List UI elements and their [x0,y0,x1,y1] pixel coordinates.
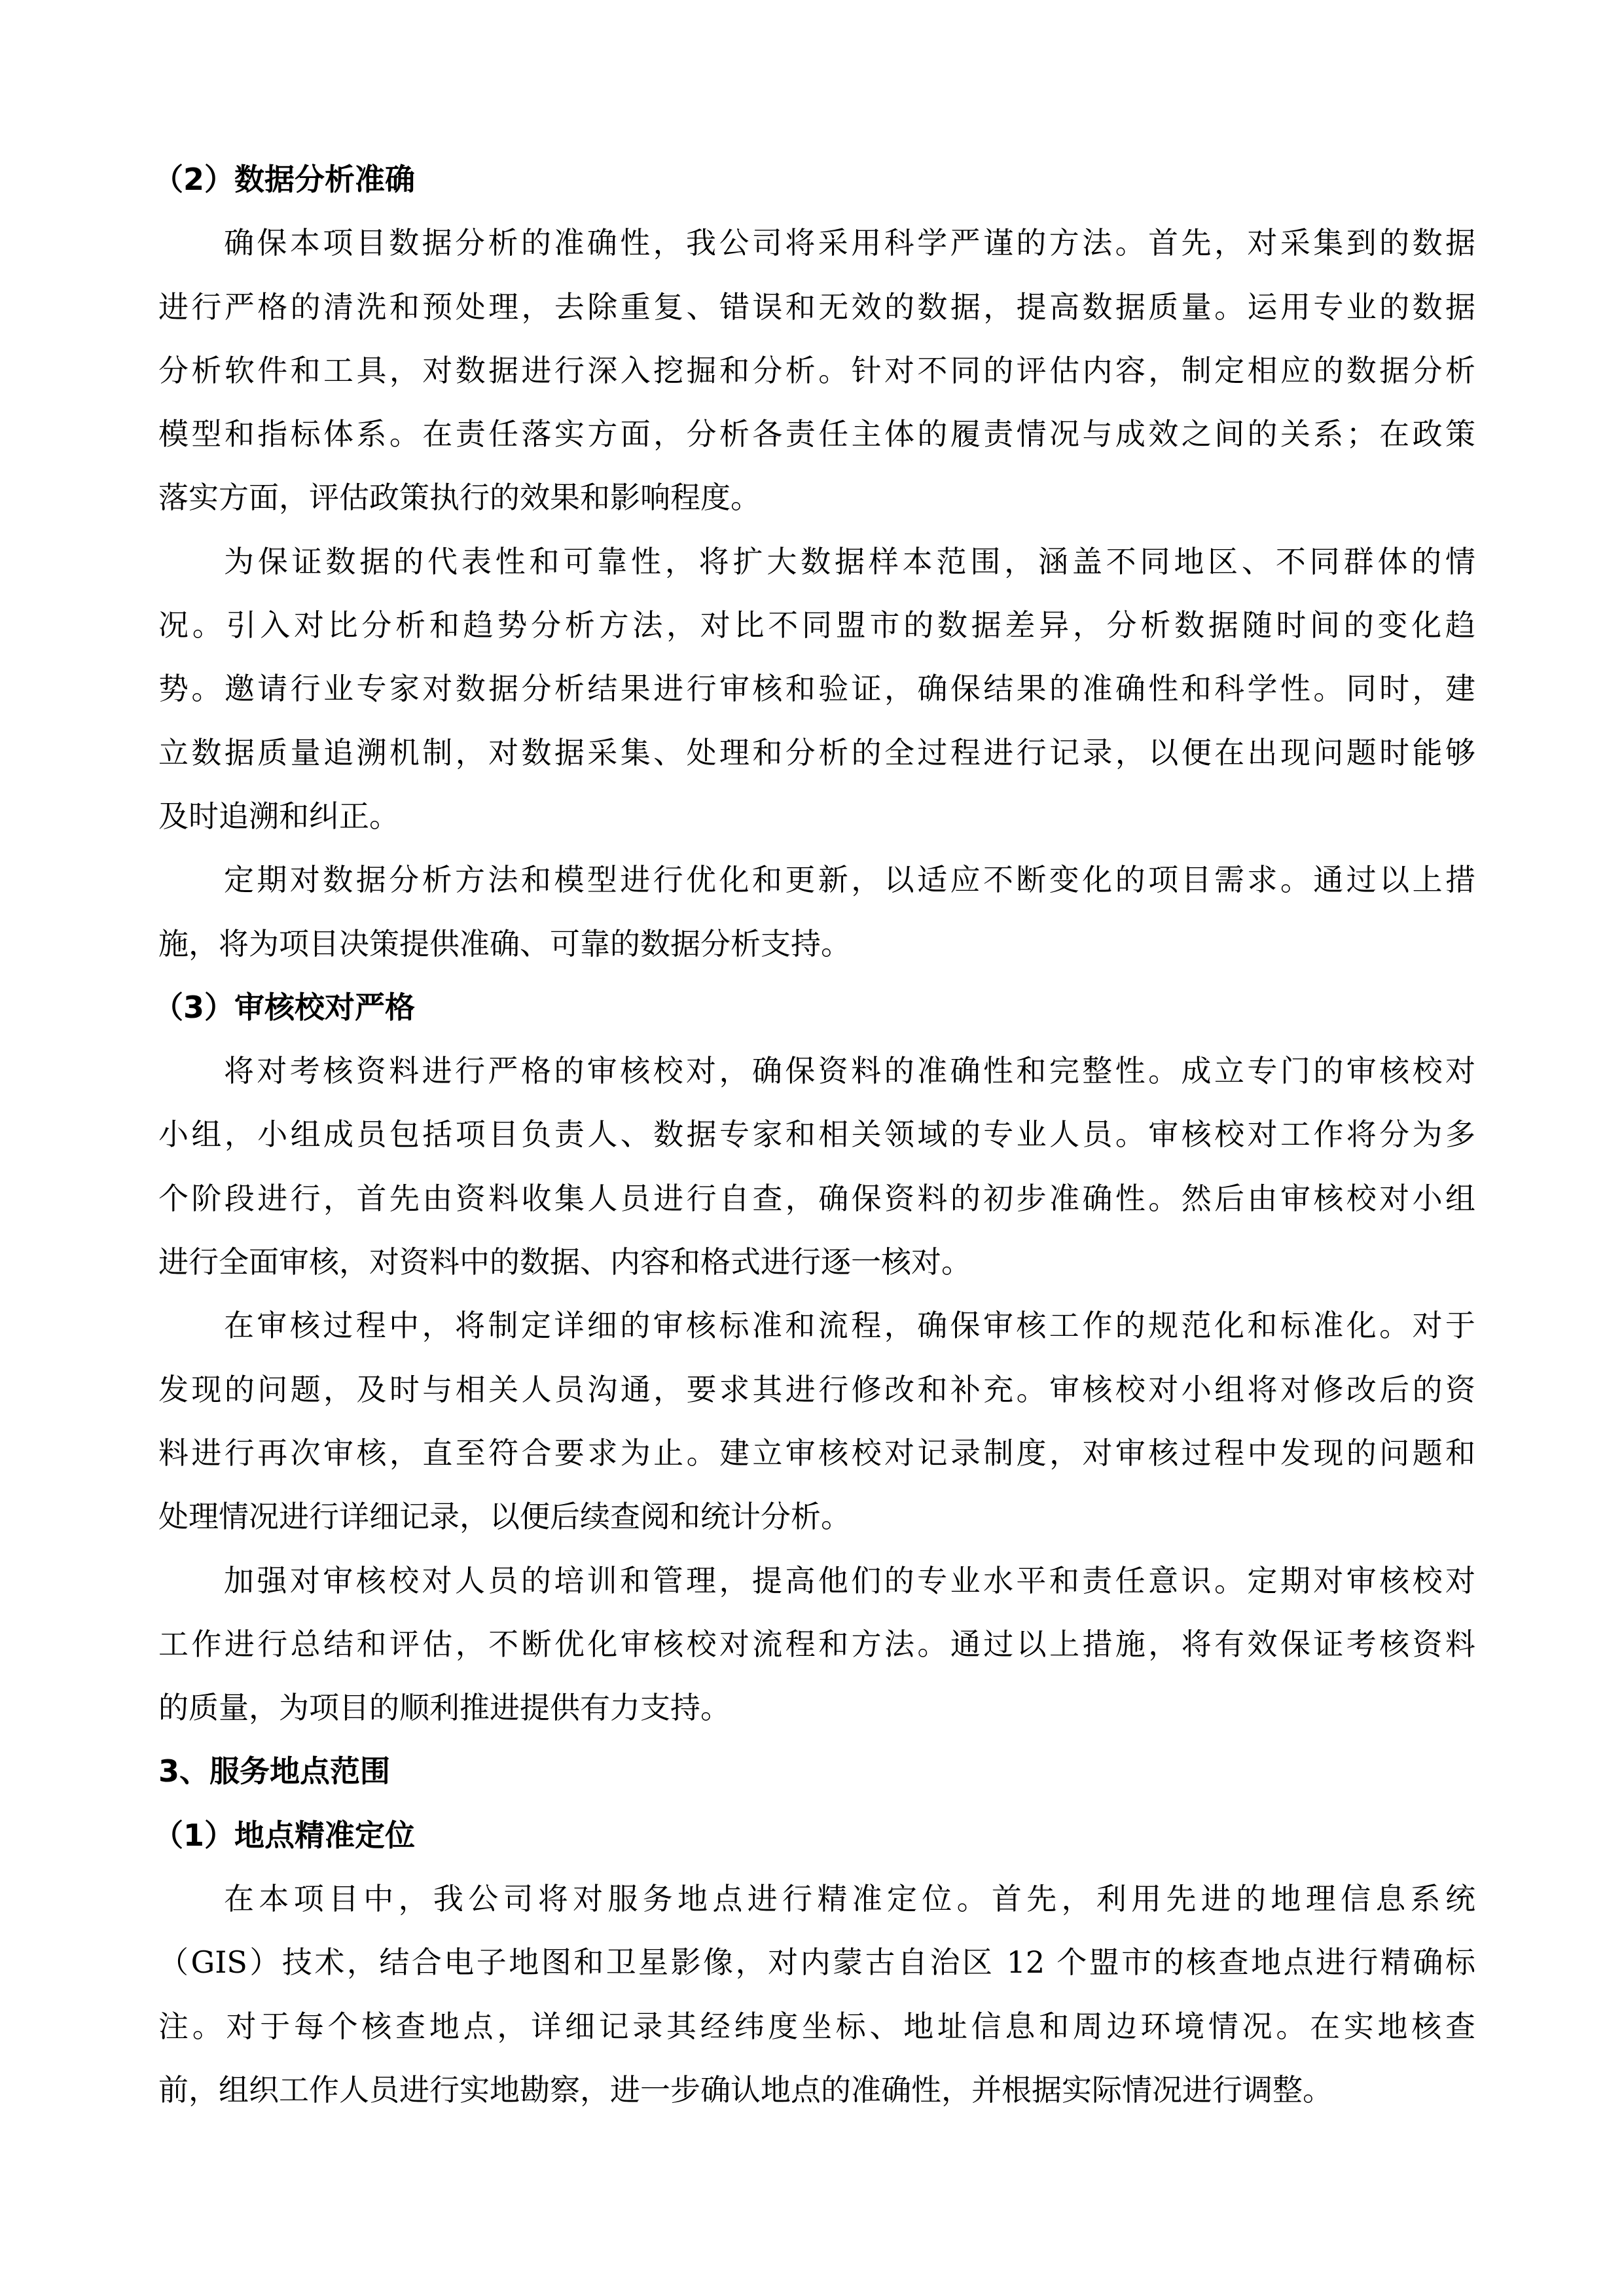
paragraph-line: 加强对审核校对人员的培训和管理，提高他们的专业水平和责任意识。定期对审核校对 [224,1562,1475,1598]
paragraph [158,1294,1475,1549]
paragraph-line: 立数据质量追溯机制，对数据采集、处理和分析的全过程进行记录，以便在出现问题时能够 [158,734,1475,770]
paragraph-line: 料进行再次审核，直至符合要求为止。建立审核校对记录制度，对审核过程中发现的问题和 [158,1435,1475,1471]
paragraph-line: 的质量，为项目的顺利推进提供有力支持。 [158,1690,731,1726]
paragraph-line: 在审核过程中，将制定详细的审核标准和流程，确保审核工作的规范化和标准化。对于 [224,1308,1475,1344]
paragraph-line: 模型和指标体系。在责任落实方面，分析各责任主体的履责情况与成效之间的关系；在政策 [158,416,1475,452]
paragraph-line: 前，组织工作人员进行实地勘察，进一步确认地点的准确性，并根据实际情况进行调整。 [158,2072,1333,2108]
paragraph-line: 分析软件和工具，对数据进行深入挖掘和分析。针对不同的评估内容，制定相应的数据分析 [158,352,1475,388]
paragraph-line: 将对考核资料进行严格的审核校对，确保资料的准确性和完整性。成立专门的审核校对 [224,1053,1475,1089]
paragraph [158,1549,1475,1740]
paragraph-line: （GIS）技术，结合电子地图和卫星影像，对内蒙古自治区 12 个盟市的核查地点进行精确标 [158,1945,1475,1981]
section-heading [153,148,1475,211]
paragraph-line: 定期对数据分析方法和模型进行优化和更新，以适应不断变化的项目需求。通过以上措 [224,862,1475,898]
paragraph-line: 及时追溯和纠正。 [158,798,399,834]
paragraph-line: 在本项目中，我公司将对服务地点进行精准定位。首先，利用先进的地理信息系统 [224,1881,1475,1917]
paragraph-line: 小组，小组成员包括项目负责人、数据专家和相关领域的专业人员。审核校对工作将分为多 [158,1117,1475,1153]
paragraph-line: 况。引入对比分析和趋势分析方法，对比不同盟市的数据差异，分析数据随时间的变化趋 [158,607,1475,643]
paragraph-line: 落实方面，评估政策执行的效果和影响程度。 [158,480,761,516]
paragraph [158,1867,1475,2122]
section-heading [158,1740,1475,1803]
paragraph-line: 进行严格的清洗和预处理，去除重复、错误和无效的数据，提高数据质量。运用专业的数据 [158,289,1475,325]
section-heading [153,976,1475,1039]
paragraph-line: 为保证数据的代表性和可靠性，将扩大数据样本范围，涵盖不同地区、不同群体的情 [224,543,1475,579]
heading-text: （1）地点精准定位 [153,1817,416,1853]
document-page [153,148,1475,2122]
heading-text: （2）数据分析准确 [153,162,416,197]
heading-text: （3）审核校对严格 [153,989,416,1025]
paragraph-line: 工作进行总结和评估，不断优化审核校对流程和方法。通过以上措施，将有效保证考核资料 [158,1626,1475,1662]
paragraph [158,848,1475,976]
paragraph-line: 个阶段进行，首先由资料收集人员进行自查，确保资料的初步准确性。然后由审核校对小组 [158,1180,1475,1216]
paragraph [158,530,1475,848]
paragraph [158,211,1475,529]
paragraph-line: 进行全面审核，对资料中的数据、内容和格式进行逐一核对。 [158,1244,971,1280]
section-heading [153,1804,1475,1867]
heading-text: 3、服务地点范围 [158,1753,391,1789]
paragraph-line: 势。邀请行业专家对数据分析结果进行审核和验证，确保结果的准确性和科学性。同时，建 [158,671,1475,707]
paragraph-line: 确保本项目数据分析的准确性，我公司将采用科学严谨的方法。首先，对采集到的数据 [224,225,1475,261]
paragraph-line: 发现的问题，及时与相关人员沟通，要求其进行修改和补充。审核校对小组将对修改后的资 [158,1371,1475,1407]
paragraph-line: 处理情况进行详细记录，以便后续查阅和统计分析。 [158,1499,851,1535]
paragraph-line: 注。对于每个核查地点，详细记录其经纬度坐标、地址信息和周边环境情况。在实地核查 [158,2008,1475,2044]
paragraph-line: 施，将为项目决策提供准确、可靠的数据分析支持。 [158,925,851,961]
paragraph [158,1039,1475,1294]
